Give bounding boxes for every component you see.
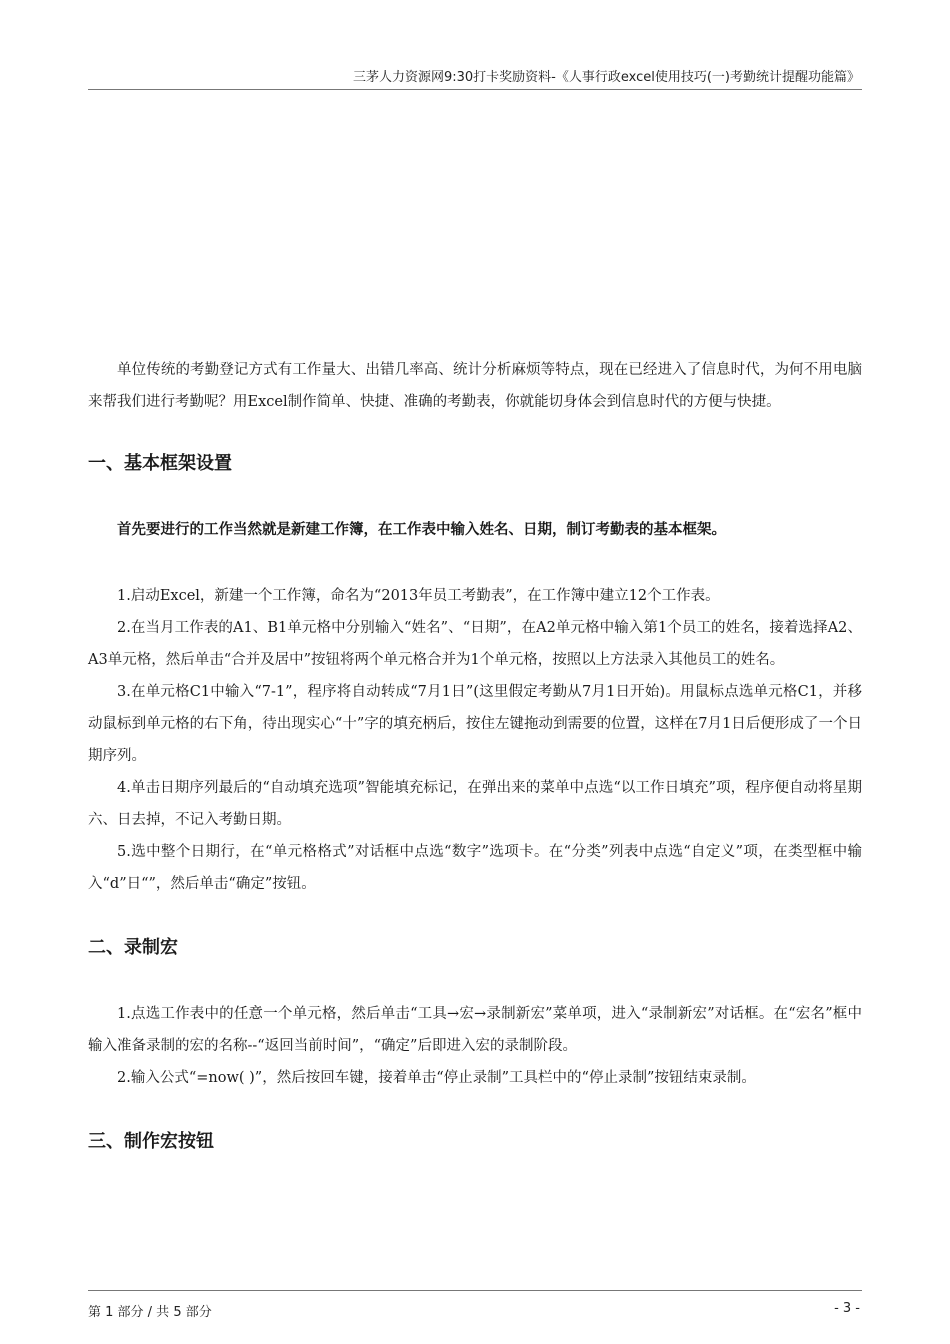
section2-step-2: 2.输入公式“=now( )”，然后按回车键，接着单击“停止录制”工具栏中的“停止录制”按钮结束录制。 [117,1070,756,1086]
intro-paragraph: 单位传统的考勤登记方式有工作量大、出错几率高、统计分析麻烦等特点，现在已经进入了信息时代，为何不用电脑来帮我们进行考勤呢？用Excel制作简单、快捷、准确的考勤表，你就能切身体会到信息时代的方便与快捷。 [88,362,862,410]
section2-step-1: 1.点选工作表中的任意一个单元格，然后单击“工具→宏→录制新宏”菜单项，进入“录制新宏”对话框。在“宏名”框中输入准备录制的宏的名称--“返回当前时间”，“确定”后即进入宏的录制阶段。 [88,1006,862,1054]
footer-page-number: - 3 - [834,1301,860,1316]
section1-step-2: 2.在当月工作表的A1、B1单元格中分别输入“姓名”、“日期”，在A2单元格中输入第1个员工的姓名，接着选择A2、A3单元格，然后单击“合并及居中”按钮将两个单元格合并为1个单元格，按照以上方法录入其他员工的姓名。 [88,620,862,668]
section1-step-1: 1.启动Excel，新建一个工作簿，命名为“2013年员工考勤表”，在工作簿中建立12个工作表。 [117,588,720,604]
footer-divider [88,1290,862,1291]
footer-part-indicator: 第 1 部分 / 共 5 部分 [88,1305,212,1320]
page-header-title: 三茅人力资源网9:30打卡奖励资料-《人事行政excel使用技巧(一)考勤统计提醒功能篇》 [352,70,860,85]
section1-step-4: 4.单击日期序列最后的“自动填充选项”智能填充标记，在弹出来的菜单中点选“以工作日填充”项，程序便自动将星期六、日去掉，不记入考勤日期。 [88,780,862,828]
section1-step-5: 5.选中整个日期行，在“单元格格式”对话框中点选“数字”选项卡。在“分类”列表中点选“自定义”项，在类型框中输入“d”日“”，然后单击“确定”按钮。 [88,844,862,892]
document-body [88,354,862,1156]
header-divider [88,89,862,90]
section1-heading: 一、基本框架设置 [88,453,232,474]
section1-lead: 首先要进行的工作当然就是新建工作簿，在工作表中输入姓名、日期，制订考勤表的基本框架。 [117,522,726,538]
section1-step-3: 3.在单元格C1中输入“7-1”，程序将自动转成“7月1日”(这里假定考勤从7月1日开始)。用鼠标点选单元格C1，并移动鼠标到单元格的右下角，待出现实心“十”字的填充柄后，按住左键拖动到需要的位置，这样在7月1日后便形成了一个日期序列。 [88,684,862,764]
section2-heading: 二、录制宏 [88,937,178,958]
section3-heading: 三、制作宏按钮 [88,1131,214,1152]
